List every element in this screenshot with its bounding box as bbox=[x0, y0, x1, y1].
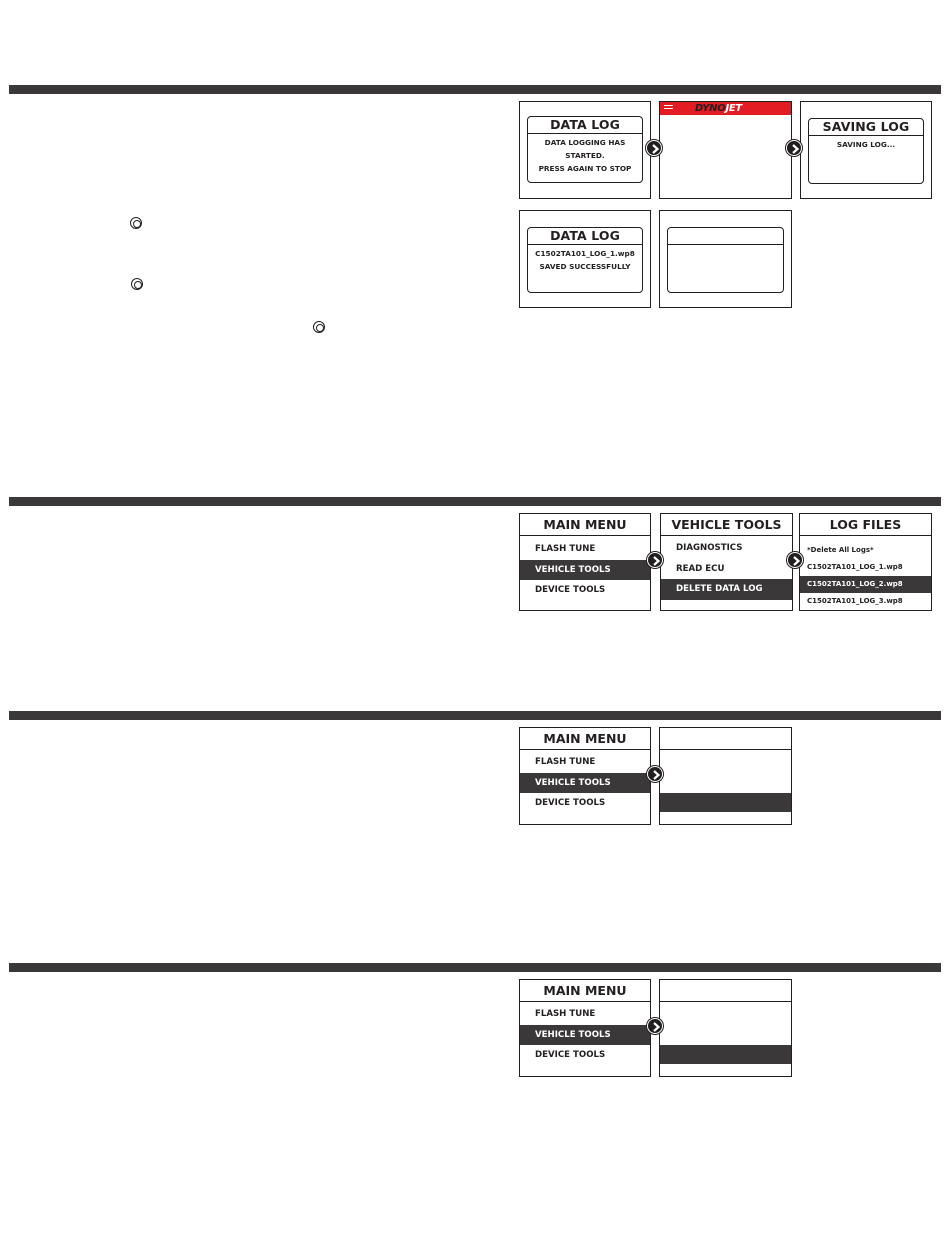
dialog-box bbox=[527, 227, 643, 293]
menu-item-vehicle-tools[interactable]: VEHICLE TOOLS bbox=[520, 560, 650, 581]
screen-vehicle-tools bbox=[660, 513, 793, 611]
menu-item-flash-tune[interactable]: FLASH TUNE bbox=[535, 544, 596, 554]
log-file-item[interactable]: C1502TA101_LOG_1.wp8 bbox=[807, 563, 903, 571]
select-button-icon bbox=[131, 278, 143, 290]
log-file-item[interactable]: C1502TA101_LOG_2.wp8 bbox=[800, 576, 931, 593]
dialog-box bbox=[527, 116, 643, 183]
screen-log-files bbox=[799, 513, 932, 611]
section-divider-1 bbox=[9, 85, 941, 94]
menu-item-vehicle-tools[interactable]: VEHICLE TOOLS bbox=[520, 1025, 650, 1046]
menu-title: MAIN MENU bbox=[520, 728, 650, 750]
screen-submenu-blank bbox=[659, 727, 792, 825]
screen-data-log-saved bbox=[519, 210, 651, 308]
dialog-line: DATA LOGGING HAS STARTED. bbox=[544, 138, 626, 160]
menu-item-flash-tune[interactable]: FLASH TUNE bbox=[535, 757, 596, 767]
menu-title bbox=[660, 980, 791, 1002]
dialog-title bbox=[668, 228, 783, 245]
dialog-box bbox=[808, 118, 924, 184]
dialog-title: DATA LOG bbox=[528, 228, 642, 245]
menu-item-diagnostics[interactable]: DIAGNOSTICS bbox=[676, 543, 743, 553]
screen-main-menu bbox=[519, 727, 651, 825]
menu-item-delete-data-log[interactable]: DELETE DATA LOG bbox=[661, 579, 792, 600]
hamburger-icon bbox=[664, 105, 673, 112]
section-divider-3 bbox=[9, 711, 941, 720]
section-divider-2 bbox=[9, 497, 941, 506]
menu-item-device-tools[interactable]: DEVICE TOOLS bbox=[535, 585, 606, 595]
menu-title bbox=[660, 728, 791, 750]
screen-saving-log bbox=[800, 101, 932, 199]
screen-main-menu bbox=[519, 979, 651, 1077]
chevron-right-circle-icon bbox=[787, 552, 803, 568]
screen-data-log-started bbox=[519, 101, 651, 199]
screen-dynojet-home bbox=[659, 101, 792, 199]
dialog-line: PRESS AGAIN TO STOP bbox=[538, 164, 632, 173]
menu-title: MAIN MENU bbox=[520, 514, 650, 536]
chevron-right-circle-icon bbox=[647, 552, 663, 568]
dialog-line: SAVED SUCCESSFULLY bbox=[539, 262, 631, 271]
screen-blank-dialog bbox=[659, 210, 792, 308]
brand-header bbox=[660, 102, 791, 115]
select-button-icon bbox=[313, 321, 325, 333]
menu-item-device-tools[interactable]: DEVICE TOOLS bbox=[535, 798, 606, 808]
log-file-item[interactable]: C1502TA101_LOG_3.wp8 bbox=[807, 597, 903, 605]
menu-item-device-tools[interactable]: DEVICE TOOLS bbox=[535, 1050, 606, 1060]
screen-submenu-blank bbox=[659, 979, 792, 1077]
dialog-box bbox=[667, 227, 784, 293]
chevron-right-circle-icon bbox=[786, 140, 802, 156]
menu-item-read-ecu[interactable]: READ ECU bbox=[676, 563, 725, 574]
menu-item-vehicle-tools[interactable]: VEHICLE TOOLS bbox=[520, 773, 650, 794]
dynojet-logo: DYNOJET bbox=[695, 103, 742, 114]
log-file-delete-all[interactable]: *Delete All Logs* bbox=[807, 546, 874, 554]
section-divider-4 bbox=[9, 963, 941, 972]
chevron-right-circle-icon bbox=[647, 1018, 663, 1034]
menu-item-flash-tune[interactable]: FLASH TUNE bbox=[535, 1009, 596, 1019]
dialog-title: SAVING LOG bbox=[809, 119, 923, 136]
dialog-line: SAVING LOG... bbox=[836, 140, 896, 149]
chevron-right-circle-icon bbox=[647, 766, 663, 782]
menu-item-selected[interactable] bbox=[660, 1045, 791, 1064]
select-button-icon bbox=[130, 217, 142, 229]
menu-item-selected[interactable] bbox=[660, 793, 791, 812]
chevron-right-circle-icon bbox=[646, 140, 662, 156]
menu-title: MAIN MENU bbox=[520, 980, 650, 1002]
dialog-line: C1502TA101_LOG_1.wp8 bbox=[535, 249, 635, 258]
dialog-title: DATA LOG bbox=[528, 117, 642, 134]
menu-title: VEHICLE TOOLS bbox=[661, 514, 792, 536]
screen-main-menu bbox=[519, 513, 651, 611]
menu-title: LOG FILES bbox=[800, 514, 931, 536]
